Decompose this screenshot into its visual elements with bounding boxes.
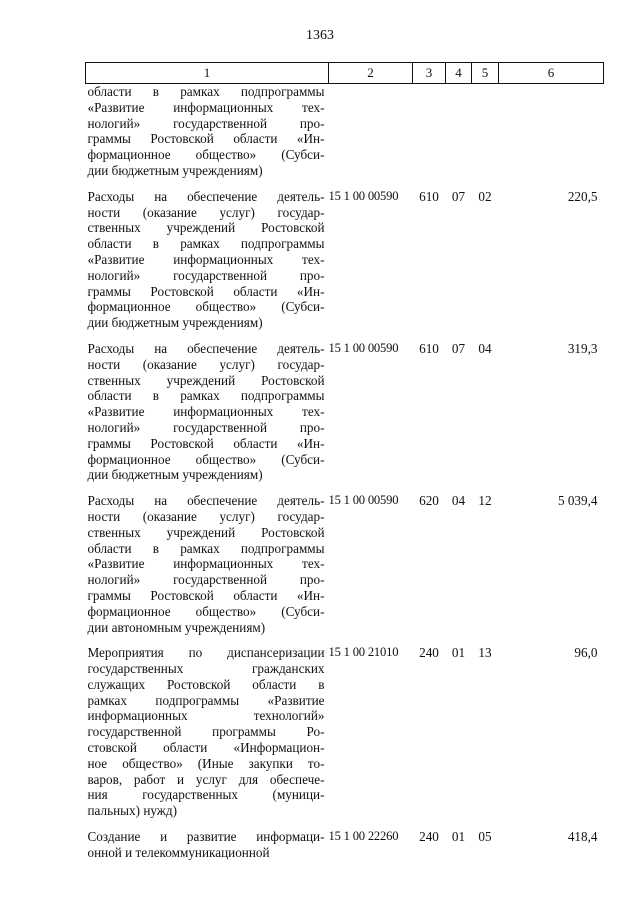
row-spacer <box>86 331 604 341</box>
row-sum: 220,5 <box>567 188 598 204</box>
description-line: пальных) нужд) <box>87 803 178 819</box>
description-line: области в рамках подпрограммы <box>87 540 325 556</box>
description-line: дии бюджетным учреждениям) <box>87 162 263 178</box>
table-body <box>86 84 604 861</box>
description-line: информационных технологий» <box>87 708 325 724</box>
description-line: формационное общество» (Субси- <box>87 603 325 619</box>
table-row <box>86 493 604 635</box>
row-sum: 5 039,4 <box>557 493 598 509</box>
description-line: «Развитие информационных тех- <box>87 251 325 267</box>
table-row <box>86 189 604 331</box>
description-line: онной и телекоммуникационной <box>87 844 270 860</box>
description-line: ственных учреждений Ростовской <box>87 220 325 236</box>
row-pr: 04 <box>478 340 492 356</box>
header-cell-2: 2 <box>329 63 413 84</box>
row-rz: 04 <box>451 493 466 509</box>
row-code: 15 1 00 00590 <box>328 340 399 355</box>
description-line: ственных учреждений Ростовской <box>87 524 325 540</box>
description-line: формационное общество» (Субси- <box>87 147 325 163</box>
description-line: дии бюджетным учреждениям) <box>87 315 263 331</box>
row-code: 15 1 00 00590 <box>328 188 399 203</box>
row-spacer <box>86 483 604 493</box>
description-line: нологий» государственной про- <box>87 267 325 283</box>
table-row <box>86 645 604 819</box>
description-line: формационное общество» (Субси- <box>87 299 325 315</box>
description-line: граммы Ростовской области «Ин- <box>87 435 325 451</box>
header-cell-5: 5 <box>472 63 499 84</box>
header-cell-3: 3 <box>413 63 446 84</box>
description-line: «Развитие информационных тех- <box>87 99 325 115</box>
description-line: Мероприятия по диспансеризации <box>87 645 325 661</box>
budget-table <box>85 62 604 861</box>
row-description <box>86 341 329 483</box>
row-code: 15 1 00 22260 <box>328 829 399 844</box>
row-vr: 240 <box>419 645 439 661</box>
description-line: ственных учреждений Ростовской <box>87 372 325 388</box>
header-row <box>86 63 604 84</box>
row-description <box>86 84 329 179</box>
header-cell-6: 6 <box>499 63 604 84</box>
description-line: рамках подпрограммы «Развитие <box>87 692 325 708</box>
description-line: варов, работ и услуг для обеспече- <box>87 771 325 787</box>
description-line: граммы Ростовской области «Ин- <box>87 283 325 299</box>
description-line: области в рамках подпрограммы <box>87 84 325 99</box>
description-line: «Развитие информационных тех- <box>87 556 325 572</box>
description-line: ния государственных (муници- <box>87 787 325 803</box>
description-line: ности (оказание услуг) государ- <box>87 356 325 372</box>
row-pr: 02 <box>478 188 492 204</box>
description-line: нологий» государственной про- <box>87 419 325 435</box>
description-line: области в рамках подпрограммы <box>87 388 325 404</box>
description-line: дии бюджетным учреждениям) <box>87 467 263 483</box>
page-number: 1363 <box>306 28 334 43</box>
description-line: государственных гражданских <box>87 661 325 677</box>
description-line: формационное общество» (Субси- <box>87 451 325 467</box>
description-line: области в рамках подпрограммы <box>87 236 325 252</box>
row-code <box>329 84 413 179</box>
row-spacer <box>86 635 604 645</box>
row-description <box>86 493 329 635</box>
row-vr: 610 <box>419 188 439 204</box>
description-line: Расходы на обеспечение деятель- <box>87 188 325 204</box>
row-rz: 07 <box>451 188 466 204</box>
row-sum <box>499 84 604 179</box>
row-description <box>86 645 329 819</box>
description-line: Расходы на обеспечение деятель- <box>87 493 325 509</box>
row-rz <box>446 84 472 179</box>
row-vr: 620 <box>419 493 439 509</box>
row-sum: 96,0 <box>574 645 598 661</box>
table-row <box>86 341 604 483</box>
row-spacer <box>86 179 604 189</box>
row-sum: 418,4 <box>567 829 598 845</box>
row-rz: 07 <box>451 340 466 356</box>
description-line: нологий» государственной про- <box>87 115 325 131</box>
row-pr: 13 <box>478 645 492 661</box>
table-row <box>86 829 604 861</box>
description-line: государственной программы Ро- <box>87 724 325 740</box>
header-cell-4: 4 <box>446 63 472 84</box>
description-line: «Развитие информационных тех- <box>87 404 325 420</box>
row-vr: 610 <box>419 340 439 356</box>
row-description <box>86 189 329 331</box>
description-line: служащих Ростовской области в <box>87 676 325 692</box>
description-line: стовской области «Информацион- <box>87 740 325 756</box>
description-line: Расходы на обеспечение деятель- <box>87 340 325 356</box>
header-cell-1: 1 <box>86 63 329 84</box>
row-description <box>86 829 329 861</box>
row-code: 15 1 00 21010 <box>328 645 399 660</box>
row-sum: 319,3 <box>567 340 598 356</box>
row-pr <box>472 84 499 179</box>
row-vr <box>413 84 446 179</box>
row-vr: 240 <box>419 829 439 845</box>
row-spacer <box>86 819 604 829</box>
description-line: ности (оказание услуг) государ- <box>87 204 325 220</box>
row-rz: 01 <box>451 645 466 661</box>
table-row <box>86 84 604 179</box>
description-line: Создание и развитие информаци- <box>87 829 325 845</box>
description-line: ности (оказание услуг) государ- <box>87 508 325 524</box>
row-rz: 01 <box>451 829 466 845</box>
row-code: 15 1 00 00590 <box>328 493 399 508</box>
description-line: нологий» государственной про- <box>87 572 325 588</box>
row-pr: 12 <box>478 493 492 509</box>
description-line: граммы Ростовской области «Ин- <box>87 131 325 147</box>
description-line: дии автономным учреждениям) <box>87 619 266 635</box>
row-pr: 05 <box>478 829 492 845</box>
description-line: ное общество» (Иные закупки то- <box>87 755 325 771</box>
description-line: граммы Ростовской области «Ин- <box>87 587 325 603</box>
